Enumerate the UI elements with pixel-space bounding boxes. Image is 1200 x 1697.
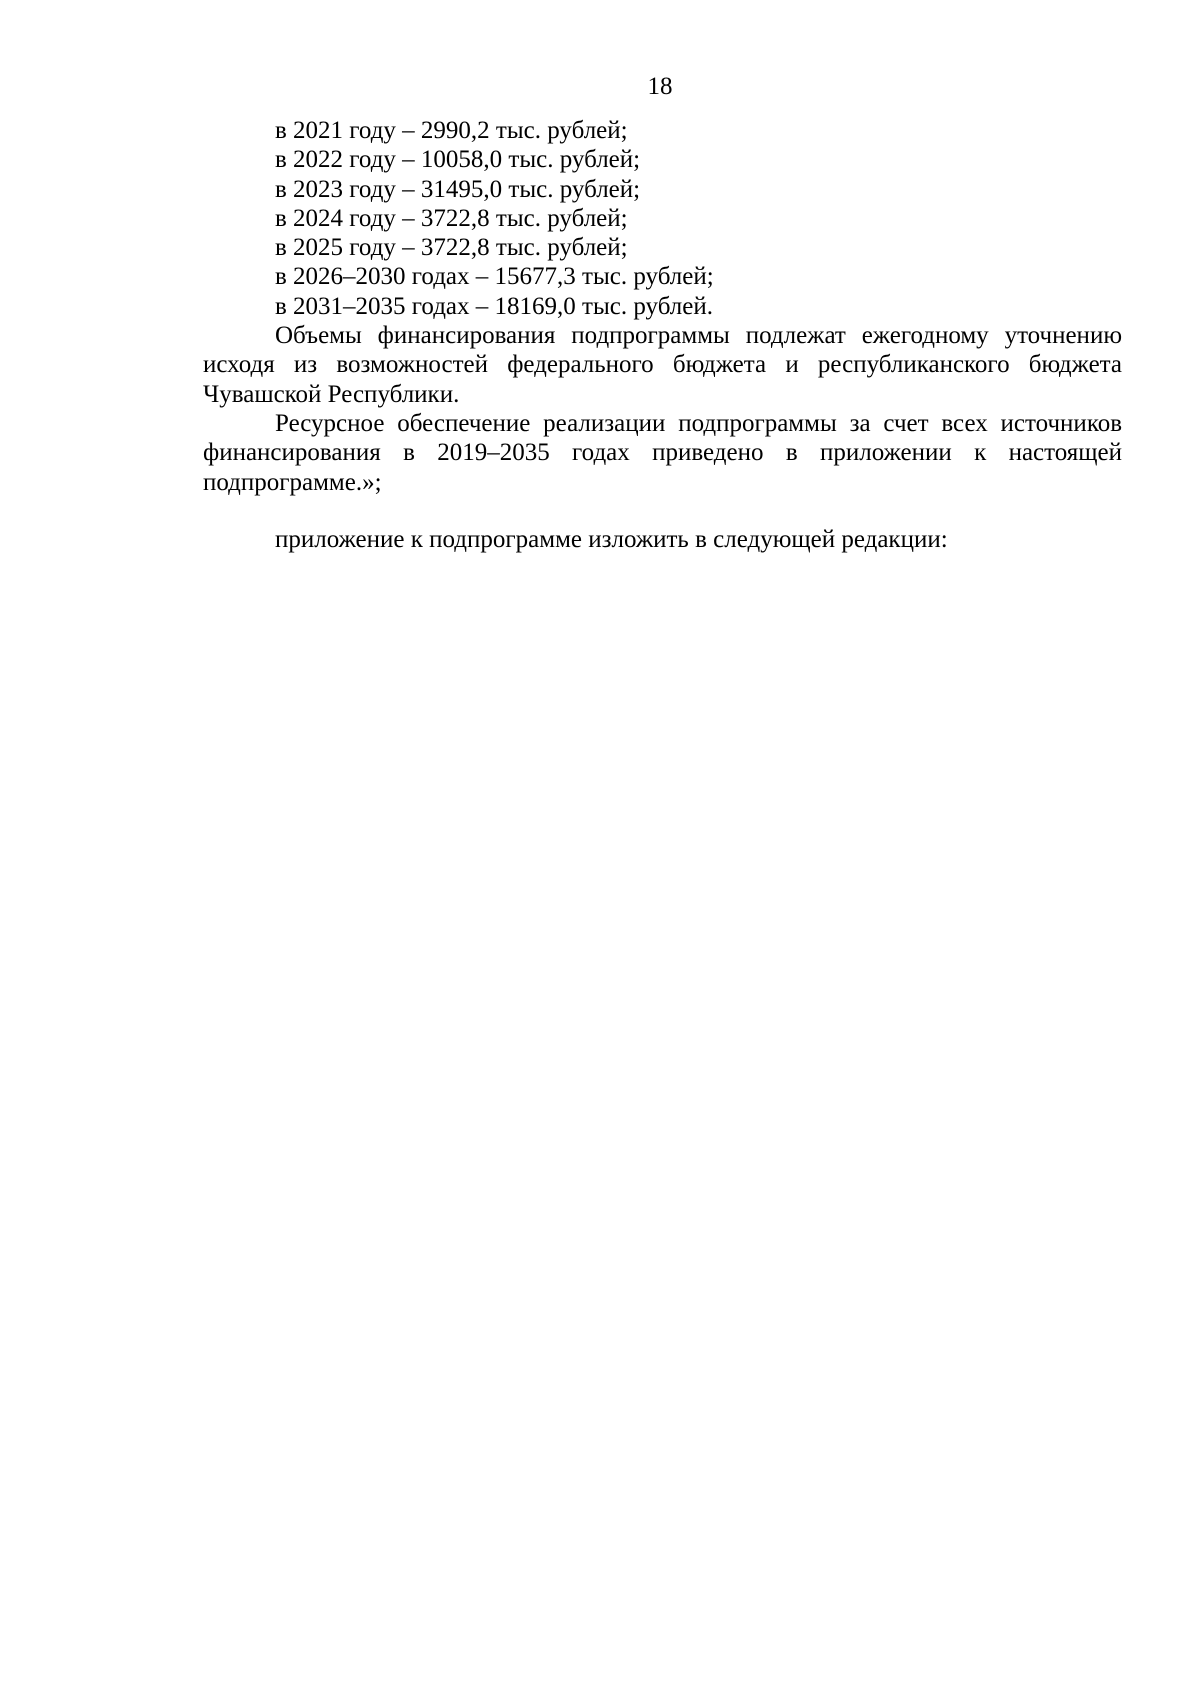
funding-line-2021: в 2021 году – 2990,2 тыс. рублей; xyxy=(275,117,628,144)
funding-line-2031-2035: в 2031–2035 годах – 18169,0 тыс. рублей. xyxy=(275,292,713,320)
paragraph-funding-volumes: Объемы финансирования подпрограммы подлежат ежегодному уточнению исходя из возможностей федерального бюджета и республиканского бюджета Чувашской Республики. xyxy=(203,322,1122,408)
paragraph-resource-provision: Ресурсное обеспечение реализации подпрограммы за счет всех источников финансирования в 2019–2035 годах приведено в приложении к настоящей подпрограмме.»; xyxy=(203,409,1122,496)
funding-line-2023: в 2023 году – 31495,0 тыс. рублей; xyxy=(275,175,641,203)
funding-line-2022: в 2022 году – 10058,0 тыс. рублей; xyxy=(275,146,641,174)
funding-line-2026-2030: в 2026–2030 годах – 15677,3 тыс. рублей; xyxy=(275,263,714,291)
page-number: 18 xyxy=(647,73,673,100)
paragraph-appendix-instruction: приложение к подпрограмме изложить в следующей редакции: xyxy=(275,525,948,553)
funding-line-2024: в 2024 году – 3722,8 тыс. рублей; xyxy=(275,204,628,232)
funding-line-2025: в 2025 году – 3722,8 тыс. рублей; xyxy=(275,234,628,262)
document-body xyxy=(203,116,1122,554)
